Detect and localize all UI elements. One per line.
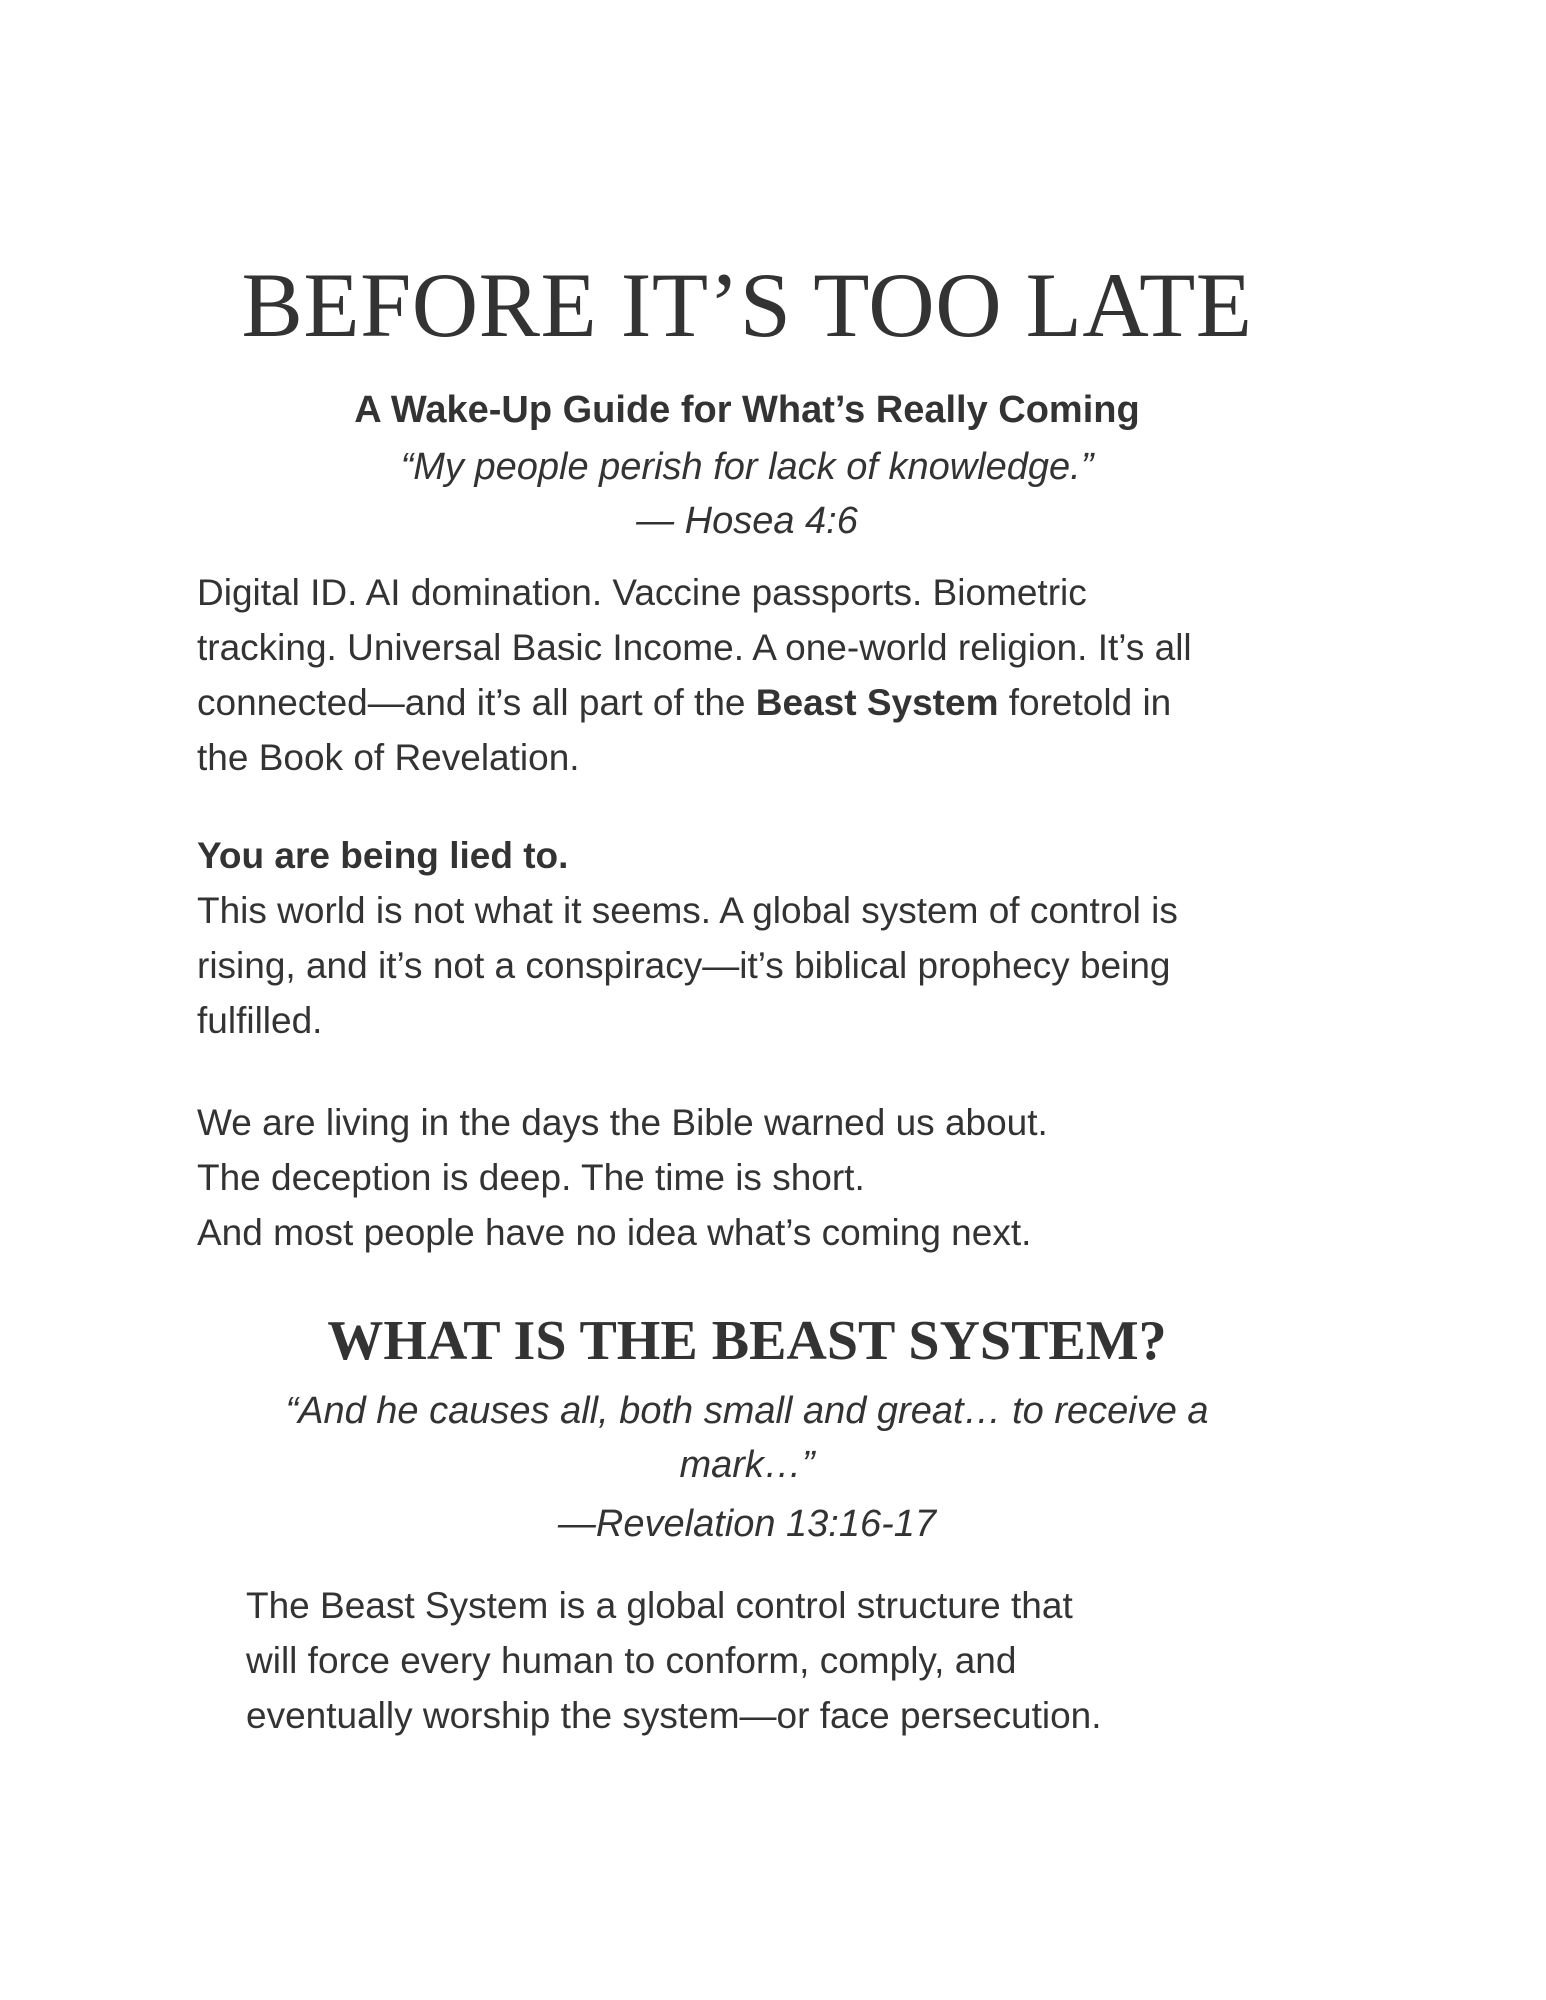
definition-line: The Beast System is a global control structure that: [246, 1585, 1073, 1626]
lied-line: fulfilled.: [197, 1000, 323, 1041]
intro-line: Digital ID. AI domination. Vaccine passports. Biometric: [197, 572, 1087, 613]
intro-text: foretold in: [998, 682, 1172, 723]
intro-line: [197, 675, 1347, 730]
revelation-quote: [247, 1384, 1247, 1492]
lied-paragraph: [197, 828, 1347, 1048]
definition-line: will force every human to conform, comply, and: [246, 1640, 1017, 1681]
living-paragraph: [197, 1095, 1347, 1260]
living-line: And most people have no idea what’s coming next.: [197, 1212, 1032, 1253]
living-line: The deception is deep. The time is short.: [197, 1157, 865, 1198]
document-subtitle: A Wake-Up Guide for What’s Really Coming: [354, 389, 1140, 431]
epigraph-quote: “My people perish for lack of knowledge.”: [400, 446, 1094, 488]
document-title: BEFORE IT’S TOO LATE: [241, 254, 1253, 356]
lied-heading: You are being lied to.: [197, 835, 569, 876]
beast-system-definition: [246, 1578, 1286, 1743]
revelation-citation: —Revelation 13:16-17: [557, 1503, 937, 1545]
revelation-quote-line: “And he causes all, both small and great… to receive a: [285, 1390, 1209, 1432]
intro-line: the Book of Revelation.: [197, 737, 580, 778]
epigraph: [0, 440, 1494, 548]
revelation-quote-line: mark…”: [679, 1444, 815, 1486]
intro-line: tracking. Universal Basic Income. A one-world religion. It’s all: [197, 627, 1192, 668]
intro-paragraph: [197, 565, 1347, 785]
lied-line: rising, and it’s not a conspiracy—it’s biblical prophecy being: [197, 945, 1171, 986]
living-line: We are living in the days the Bible warned us about.: [197, 1102, 1048, 1143]
beast-system-emphasis: Beast System: [755, 682, 999, 723]
section-heading: WHAT IS THE BEAST SYSTEM?: [327, 1310, 1167, 1372]
definition-line: eventually worship the system—or face persecution.: [246, 1695, 1102, 1736]
intro-text: connected—and it’s all part of the: [197, 682, 756, 723]
epigraph-citation: — Hosea 4:6: [636, 500, 858, 542]
lied-line: This world is not what it seems. A global system of control is: [197, 890, 1178, 931]
